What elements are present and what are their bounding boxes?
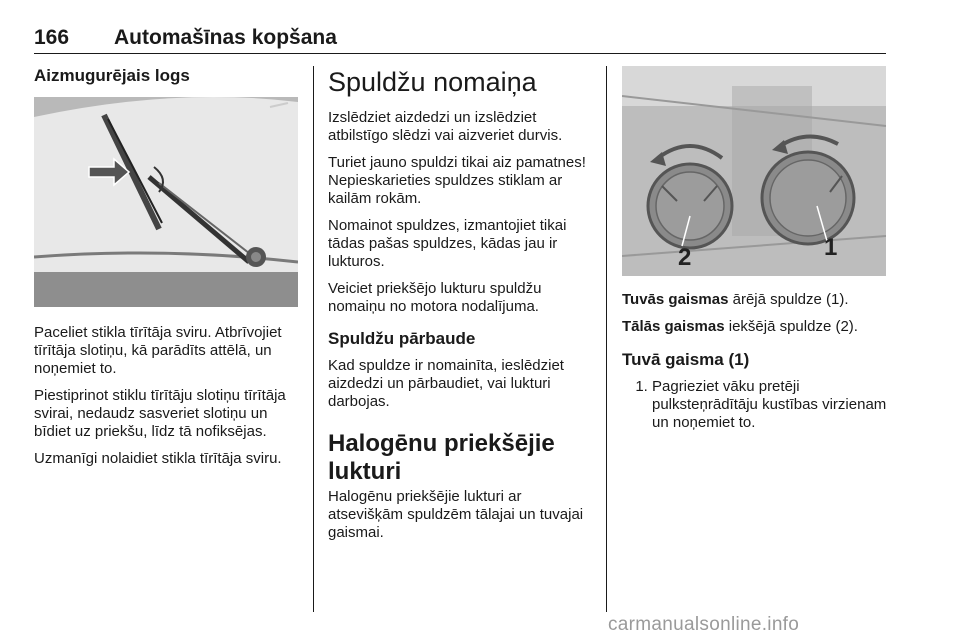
paragraph: Paceliet stikla tīrītāja sviru. Atbrīvojiet tīrītāja slotiņu, kā parādīts attēlā, un noņemiet to. — [34, 324, 282, 377]
paragraph: Halogēnu priekšējie lukturi ar atsevišķām spuldzēm tālajai un tuvajai gaismai. — [328, 488, 584, 541]
low-beam-text: ārējā spuldze (1). — [728, 291, 849, 308]
list-item: 1. Pagrieziet vāku pretēji pulksteņrādītāju kustības virzienam un noņemiet to. — [652, 378, 888, 432]
column-right — [622, 66, 888, 432]
paragraph: Uzmanīgi nolaidiet stikla tīrītāja sviru. — [34, 450, 282, 467]
paragraph: Kad spuldze ir nomainīta, ieslēdziet aizdedzi un pārbaudiet, vai lukturi darbojas. — [328, 357, 564, 410]
page-header — [34, 26, 886, 54]
column-middle — [328, 66, 594, 551]
section-title-halogen-headlights: Halogēnu priekšējie lukturi — [328, 430, 555, 485]
paragraph: Veiciet priekšējo lukturu spuldžu nomaiņu no motora nodalījuma. — [328, 280, 542, 315]
column-divider — [606, 66, 607, 612]
watermark: carmanualsonline.info — [608, 614, 800, 635]
high-beam-label: Tālās gaismas — [622, 318, 725, 335]
paragraph: Piestiprinot stiklu tīrītāju slotiņu tīrītāja svirai, nedaudz sasveriet slotiņu un bīdiet uz priekšu, līdz tā nofiksējas. — [34, 387, 286, 440]
high-beam-text: iekšējā spuldze (2). — [724, 318, 858, 335]
column-divider — [313, 66, 314, 612]
headlight-bulbs-illustration — [622, 66, 886, 276]
chapter-title: Automašīnas kopšana — [114, 26, 337, 49]
figure-label-two: 2 — [678, 244, 692, 271]
column-left — [34, 66, 302, 477]
section-title-bulb-replacement: Spuldžu nomaiņa — [328, 67, 537, 97]
paragraph: Nomainot spuldzes, izmantojiet tikai tādas pašas spuldzes, kādas jau ir lukturos. — [328, 217, 567, 270]
paragraph — [622, 318, 888, 336]
page-number: 166 — [34, 26, 70, 49]
wiper-illustration — [34, 97, 298, 307]
paragraph — [622, 291, 888, 309]
steps-list — [622, 378, 888, 432]
paragraph: Izslēdziet aizdedzi un izslēdziet atbilstīgo slēdzi vai aizveriet durvis. — [328, 109, 563, 144]
low-beam-label: Tuvās gaismas — [622, 291, 729, 308]
section-heading-rear-window: Aizmugurējais logs — [34, 66, 190, 85]
subheading-bulb-check: Spuldžu pārbaude — [328, 329, 476, 348]
figure-label-one: 1 — [824, 234, 838, 261]
paragraph: Turiet jauno spuldzi tikai aiz pamatnes! Nepieskarieties spuldzes stiklam ar kailām rokām. — [328, 154, 586, 207]
subheading-low-beam: Tuvā gaisma (1) — [622, 350, 750, 369]
